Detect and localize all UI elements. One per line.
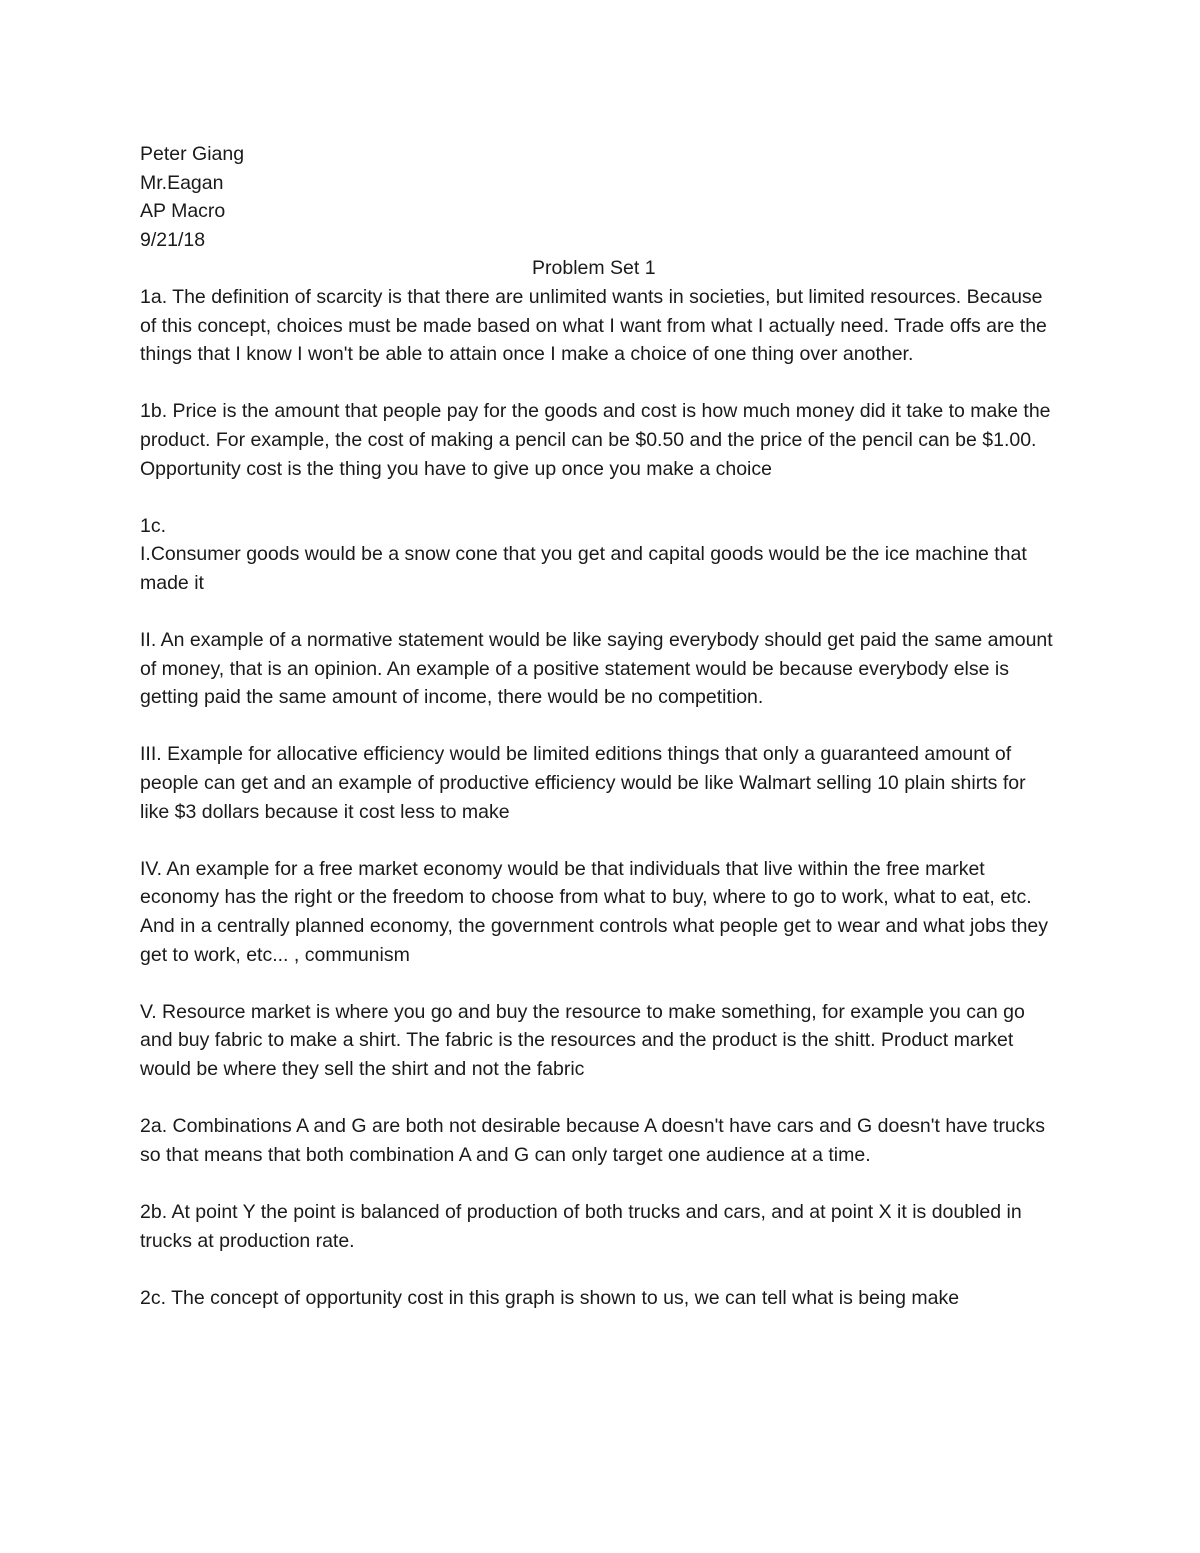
student-name: Peter Giang xyxy=(140,143,245,165)
answer-1c-label: 1c. xyxy=(140,514,167,537)
answer-2b: 2b. At point Y the point is balanced of production of both trucks and cars, and at point X it is doubled in trucks at production rate. xyxy=(140,1200,1022,1252)
answer-1c-i: I.Consumer goods would be a snow cone that you get and capital goods would be the ice machine that made it xyxy=(140,543,1027,594)
answer-1c-v: V. Resource market is where you go and buy the resource to make something, for example you can go and buy fabric to make a shirt. The fabric is the resources and the product is the shitt. Product market would be where they sell the shirt and not the fabric xyxy=(140,1000,1025,1080)
teacher-name: Mr.Eagan xyxy=(140,171,224,194)
answer-1c-ii: II. An example of a normative statement would be like saying everybody should get paid the same amount of money, that is an opinion. An example of a positive statement would be because everybody else is getting paid the same amount of income, there would be no competition. xyxy=(140,629,1053,709)
answer-1a: 1a. The definition of scarcity is that there are unlimited wants in societies, but limited resources. Because of this concept, choices must be made based on what I want from what I actually need. Trade offs are the things that I know I won't be able to attain once I make a choice of one thing over another. xyxy=(140,285,1047,366)
document-date: 9/21/18 xyxy=(140,228,206,251)
answer-2a: 2a. Combinations A and G are both not desirable because A doesn't have cars and G doesn't have trucks so that means that both combination A and G can only target one audience at a time. xyxy=(140,1115,1046,1166)
document-page xyxy=(140,140,1070,1312)
answer-2c: 2c. The concept of opportunity cost in this graph is shown to us, we can tell what is being make xyxy=(140,1286,960,1309)
document-title: Problem Set 1 xyxy=(532,257,656,280)
answer-1b: 1b. Price is the amount that people pay for the goods and cost is how much money did it take to make the product. For example, the cost of making a pencil can be $0.50 and the price of the pencil can be $1.00. Opportunity cost is the thing you have to give up once you make a choice xyxy=(140,400,1051,480)
answer-1c-iv: IV. An example for a free market economy would be that individuals that live within the free market economy has the right or the freedom to choose from what to buy, where to go to work, what to eat, etc. And in a centrally planned economy, the government controls what people get to wear and what jobs they get to work, etc... , communism xyxy=(140,857,1049,966)
answer-1c-iii: III. Example for allocative efficiency would be limited editions things that only a guaranteed amount of people can get and an example of productive efficiency would be like Walmart selling 10 plain shirts for like $3 dollars because it cost less to make xyxy=(140,743,1026,823)
course-name: AP Macro xyxy=(140,200,226,223)
